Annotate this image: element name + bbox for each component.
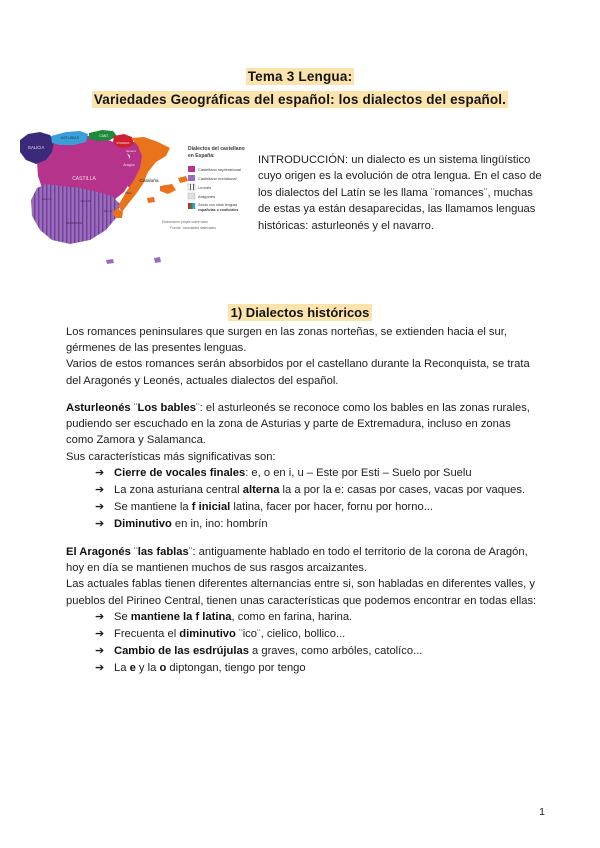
map-island-canarias	[106, 259, 114, 264]
bullet-rest: la a por la e: casas por cases, vacas por vaques.	[279, 483, 526, 496]
list-item	[95, 482, 538, 499]
asturleones-quoted-term: Los bables	[137, 401, 196, 414]
map-label-murcia: Murcia	[103, 209, 113, 213]
map-label-aragon: Aragón	[123, 163, 135, 167]
bullet-rest: ¨ico¨, cielico, bollico...	[235, 627, 346, 640]
section-heading-text: 1) Dialectos históricos	[228, 304, 373, 321]
map-legend-swatch-3	[188, 193, 195, 199]
map-legend-label-4b: españolas o cooficiales	[198, 208, 239, 212]
bullet-rest: , como en farina, harina.	[231, 610, 353, 623]
arrow-bullet-icon: ➔	[95, 627, 105, 640]
map-legend-swatch-2	[188, 184, 195, 190]
map-label-la-mancha: Mancha	[80, 199, 92, 203]
map-label-castilla: CASTILLA	[72, 176, 96, 182]
title-line-2	[0, 89, 600, 110]
map-label-navarra: Navarra	[126, 149, 136, 153]
arrow-bullet-icon: ➔	[95, 644, 105, 657]
bullet-bold: alterna	[242, 483, 280, 496]
bullet-rest: : e, o en i, u – Este por Esti – Suelo por Suelu	[245, 466, 472, 479]
asturleones-body: : el asturleonés se reconoce como los bables en las zonas rurales, pudiendo ser escuchado en la zona de Asturias y parte de Extremadura, incluso en zonas como Zamora y Salamanca.	[66, 401, 530, 447]
arrow-bullet-icon: ➔	[95, 483, 105, 496]
list-item	[95, 499, 538, 516]
title-line-2-text: Variedades Geográficas del español: los dialectos del español.	[93, 92, 507, 108]
section-heading	[0, 304, 600, 322]
bullet-pre: La zona asturiana central	[114, 483, 243, 496]
list-item	[95, 626, 538, 643]
bullet-bold: mantiene la f latina	[130, 610, 232, 623]
list-item	[95, 609, 538, 626]
map-legend-swatch-1	[188, 175, 195, 181]
map-legend-label-0: Castellano septentrional	[198, 167, 241, 172]
map-legend-label-1: Castellano meridional	[198, 176, 237, 181]
map-label-extremadura: Extrem.	[41, 197, 53, 201]
map-legend-swatch-4	[188, 203, 195, 209]
bullet-bold: diminutivo	[179, 627, 236, 640]
map-legend-title-1: Dialectos del castellano	[188, 146, 245, 152]
bullet-bold-2: o	[159, 661, 167, 674]
arrow-bullet-icon: ➔	[95, 517, 105, 530]
map-legend-swatch-0	[188, 166, 195, 172]
map-legend-footnote-2: Fuente: variedades dialectales	[170, 226, 216, 230]
bullet-bold: e	[129, 661, 136, 674]
asturleones-quote-close: ¨	[195, 401, 200, 414]
aragones-quote-open: ¨	[130, 545, 138, 558]
map-label-asturias: ASTURIAS	[61, 136, 79, 140]
page-title	[0, 66, 600, 110]
list-item	[95, 465, 538, 482]
arrow-bullet-icon: ➔	[95, 500, 105, 513]
asturleones-paragraph	[66, 400, 538, 449]
bullet-pre: Frecuenta el	[114, 627, 180, 640]
asturleones-term: Asturleonés	[66, 401, 131, 414]
body-content	[66, 324, 538, 677]
map-island-ibiza	[147, 197, 155, 203]
bullet-mid: y la	[135, 661, 160, 674]
map-label-valencia: Valen.	[125, 191, 133, 195]
bullet-pre: La	[114, 661, 130, 674]
aragones-quoted-term: las fablas	[137, 545, 189, 558]
title-line-1	[0, 66, 600, 87]
asturleones-bullet-list	[66, 465, 538, 533]
aragones-paragraph	[66, 544, 538, 576]
map-label-andalucia: Andalucía	[66, 221, 82, 225]
map-svg	[10, 126, 258, 268]
bullet-rest: diptongan, tiengo por tengo	[166, 661, 306, 674]
spain-dialect-map-image	[10, 126, 258, 268]
section-intro-paragraph-2: Varios de estos romances serán absorbidos por el castellano durante la Reconquista, se trata del Aragonés y Leonés, actuales dialectos del español.	[66, 358, 530, 387]
intro-paragraph: INTRODUCCIÓN: un dialecto es un sistema lingüístico cuyo origen es la evolución de otra lengua. En el caso de los dialectos del Latín se les llama ¨romances¨, muchas de estas ya están desaparecidas, las llamamos lenguas históricas: asturleonés y el navarro.	[258, 154, 542, 232]
page-number: 1	[539, 806, 545, 818]
list-item	[95, 516, 538, 533]
bullet-bold: Cierre de vocales finales	[114, 466, 246, 479]
map-legend-footnote-1: Elaboración propia sobre base	[162, 220, 208, 224]
section-intro-paragraph-1: Los romances peninsulares que surgen en las zonas norteñas, se extienden hacia el sur, gérmenes de las presentes lenguas.	[66, 326, 507, 355]
aragones-term: El Aragonés	[66, 545, 131, 558]
aragones-body: : antiguamente hablado en todo el territorio de la corona de Aragón, hoy en día se mantienen muchos de sus rasgos arcaizantes.	[66, 545, 528, 575]
map-label-cantabria: CANT.	[99, 134, 109, 138]
arrow-bullet-icon: ➔	[95, 610, 105, 623]
bullet-pre: Se	[114, 610, 131, 623]
arrow-bullet-icon: ➔	[95, 661, 105, 674]
asturleones-quote-open: ¨	[130, 401, 138, 414]
bullet-bold: Diminutivo	[114, 517, 172, 530]
aragones-bullet-list	[66, 609, 538, 677]
list-item	[95, 660, 538, 677]
map-island-menorca	[178, 176, 188, 183]
bullet-pre: Se mantiene la	[114, 500, 192, 513]
aragones-lead-in: Las actuales fablas tienen diferentes alternancias entre si, son habladas en diferentes valles, y pueblos del Pirineo Central, tienen unas características que podemos encontrar en todas ellas:	[66, 578, 537, 607]
bullet-rest: latina, facer por hacer, fornu por horno...	[230, 500, 434, 513]
asturleones-lead-in: Sus características más significativas son:	[66, 450, 276, 463]
map-label-pais-vasco: P.VASCO	[116, 141, 130, 145]
list-item	[95, 643, 538, 660]
arrow-bullet-icon: ➔	[95, 466, 105, 479]
map-island-canarias-2	[154, 257, 161, 263]
bullet-bold: f inicial	[191, 500, 231, 513]
bullet-rest: a graves, como arbóles, catolíco...	[248, 644, 423, 657]
map-legend-title-2: en España:	[188, 153, 215, 159]
map-legend-label-4a: Zonas con otras lenguas	[198, 203, 238, 207]
map-legend-label-2: Leonés	[198, 185, 212, 190]
map-label-cataluna: Cataluña	[139, 179, 159, 184]
title-line-1-text: Tema 3 Lengua:	[247, 69, 353, 84]
aragones-quote-close: ¨	[188, 545, 193, 558]
bullet-rest: en in, ino: hombrín	[171, 517, 268, 530]
map-island-mallorca	[160, 184, 176, 194]
map-legend-label-3: Aragonés	[198, 194, 216, 199]
map-label-galicia: GALICIA	[27, 145, 45, 150]
bullet-bold: Cambio de las esdrújulas	[114, 644, 249, 657]
